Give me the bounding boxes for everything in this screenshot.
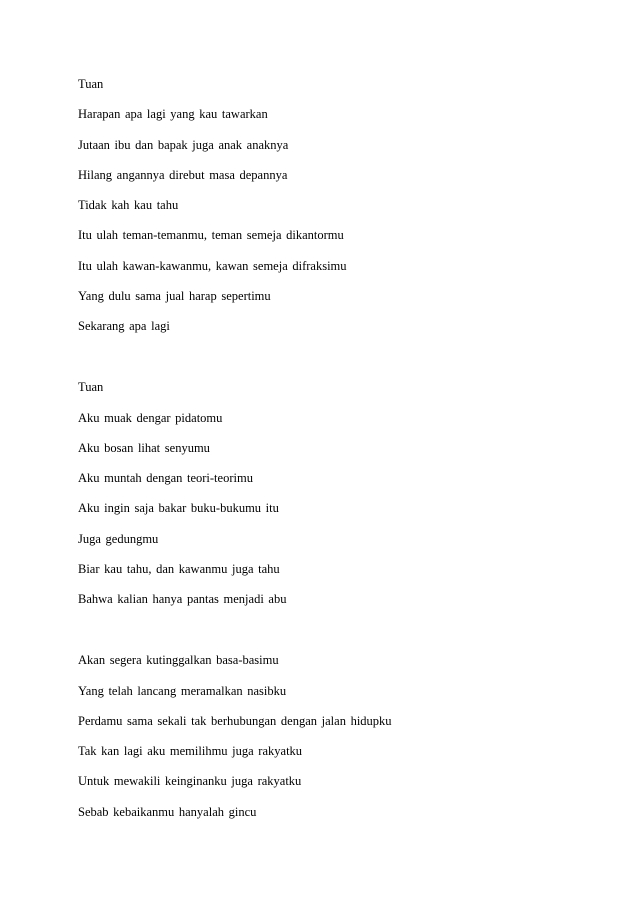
poem-line: Untuk mewakili keinginanku juga rakyatku xyxy=(78,774,302,789)
poem-line: Aku bosan lihat senyumu xyxy=(78,440,210,455)
poem-line: Akan segera kutinggalkan basa-basimu xyxy=(78,653,279,668)
poem-line: Hilang angannya direbut masa depannya xyxy=(78,167,288,182)
poem-line: Tuan xyxy=(78,380,104,395)
poem-line: Sebab kebaikanmu hanyalah gincu xyxy=(78,804,257,819)
poem-line: Jutaan ibu dan bapak juga anak anaknya xyxy=(78,137,289,152)
poem-line: Aku ingin saja bakar buku-bukumu itu xyxy=(78,501,279,516)
poem-line: Bahwa kalian hanya pantas menjadi abu xyxy=(78,592,287,607)
poem-line: Biar kau tahu, dan kawanmu juga tahu xyxy=(78,562,280,577)
poem-line: Itu ulah teman-temanmu, teman semeja dikantormu xyxy=(78,228,344,243)
poem-line: Aku muntah dengan teori-teorimu xyxy=(78,471,253,486)
poem-line: Sekarang apa lagi xyxy=(78,319,170,334)
poem-line: Tuan xyxy=(78,77,104,91)
stanza-break xyxy=(78,350,598,381)
poem-line: Yang dulu sama jual harap sepertimu xyxy=(78,289,271,304)
poem-line: Perdamu sama sekali tak berhubungan dengan jalan hidupku xyxy=(78,713,392,728)
poem-line: Itu ulah kawan-kawanmu, kawan semeja difraksimu xyxy=(78,258,347,273)
poem-line: Tidak kah kau tahu xyxy=(78,198,179,213)
poem-line: Juga gedungmu xyxy=(78,531,159,546)
poem-body xyxy=(78,77,598,835)
poem-line: Yang telah lancang meramalkan nasibku xyxy=(78,683,287,698)
poem-line: Aku muak dengar pidatomu xyxy=(78,410,223,425)
poem-line: Harapan apa lagi yang kau tawarkan xyxy=(78,107,268,122)
stanza-break xyxy=(78,623,598,654)
stanza-1 xyxy=(78,77,598,334)
poem-line: Tak kan lagi aku memilihmu juga rakyatku xyxy=(78,744,303,759)
stanza-2 xyxy=(78,380,598,607)
stanza-3 xyxy=(78,653,598,819)
